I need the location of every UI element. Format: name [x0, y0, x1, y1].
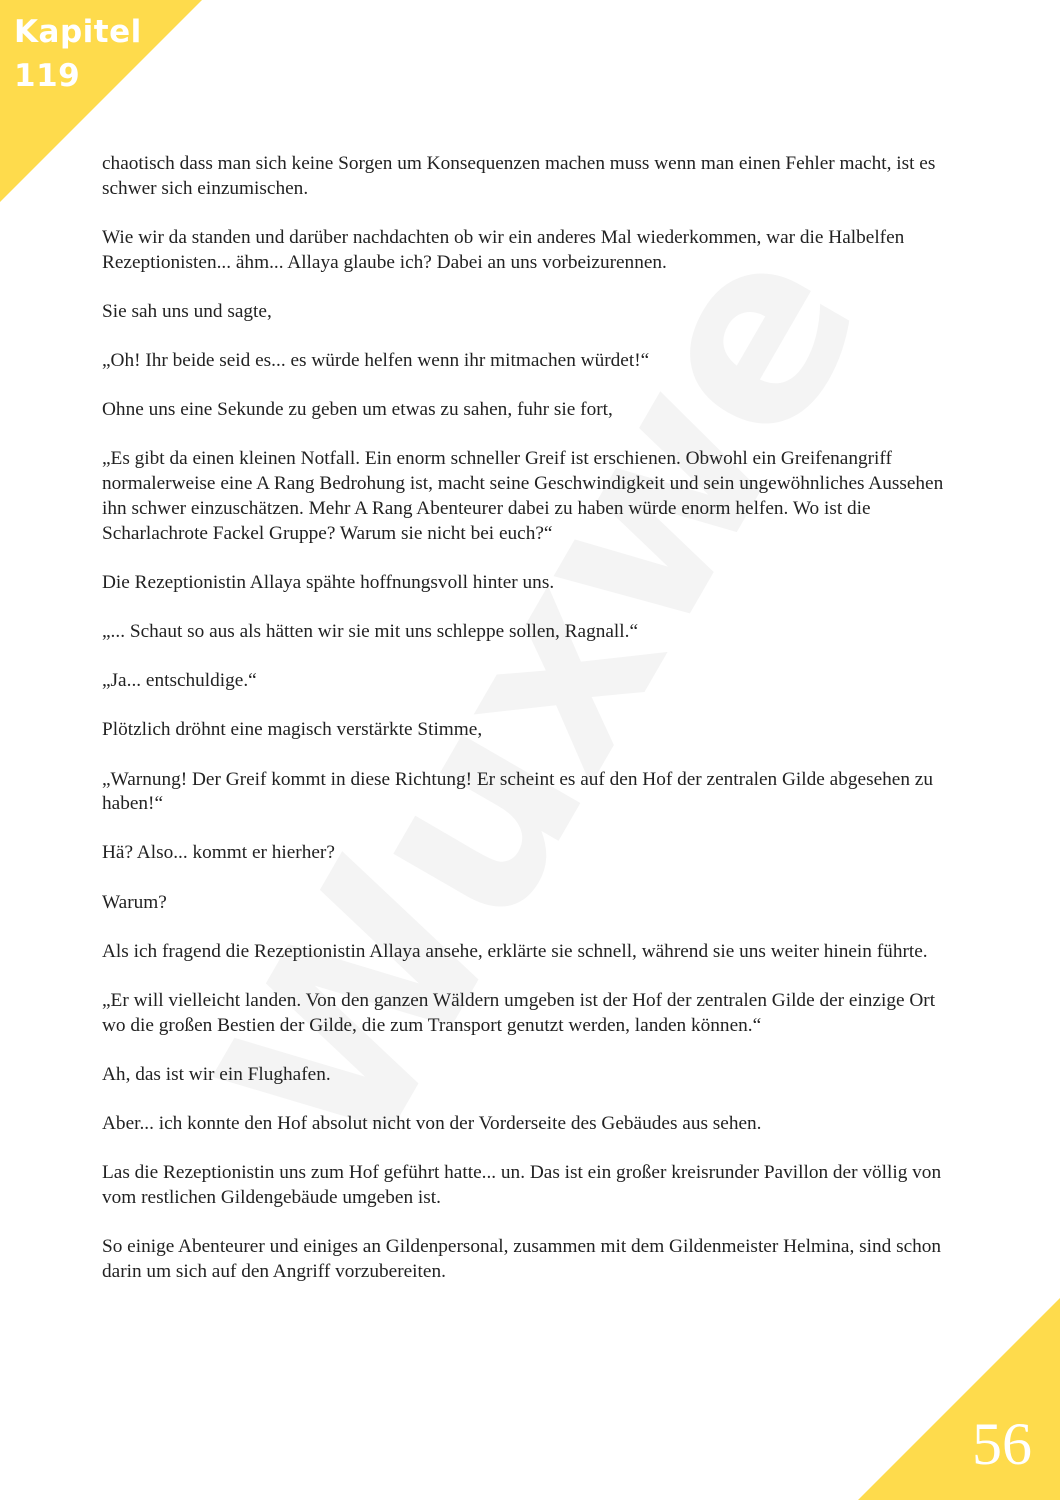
paragraph: „Ja... entschuldige.“ [102, 670, 257, 692]
page-number: 56 [972, 1411, 1032, 1477]
chapter-label [14, 10, 142, 98]
chapter-number: 119 [14, 58, 81, 94]
paragraph: Warum? [102, 891, 167, 913]
body-text [102, 152, 962, 1309]
paragraph: „Oh! Ihr beide seid es... es würde helfen wenn ihr mitmachen würdet!“ [102, 350, 650, 372]
paragraph: „... Schaut so aus als hätten wir sie mit uns schleppe sollen, Ragnall.“ [102, 620, 639, 642]
paragraph: chaotisch dass man sich keine Sorgen um Konsequenzen machen muss wenn man einen Fehler macht, ist es schwer sich einzumischen. [102, 153, 936, 199]
paragraph: „Warnung! Der Greif kommt in diese Richtung! Er scheint es auf den Hof der zentralen Gilde abgesehen zu haben!“ [102, 768, 933, 815]
paragraph: Ohne uns eine Sekunde zu geben um etwas zu sahen, fuhr sie fort, [102, 399, 613, 421]
paragraph: Wie wir da standen und darüber nachdachten ob wir ein anderes Mal wiederkommen, war die Halbelfen Rezeptionisten... ähm... Allaya glaube ich? Dabei an uns vorbeizurennen. [102, 226, 905, 273]
paragraph: „Es gibt da einen kleinen Notfall. Ein enorm schneller Greif ist erschienen. Obwohl ein Greifenangriff normalerweise eine A Rang Bedrohung ist, macht seine Geschwindigkeit und sein ungewöhnliches Aussehen ihn schwer einzuschätzen. Mehr A Rang Abenteurer dabei zu haben würde enorm helfen. Wo ist die Scharlachrote Fackel Gruppe? Warum sie nicht bei euch?“ [102, 448, 944, 544]
paragraph: Als ich fragend die Rezeptionistin Allaya ansehe, erklärte sie schnell, während sie uns weiter hinein führte. [102, 940, 928, 962]
paragraph: Ah, das ist wir ein Flughafen. [102, 1063, 331, 1085]
paragraph: Sie sah uns und sagte, [102, 300, 272, 322]
paragraph: Aber... ich konnte den Hof absolut nicht von der Vorderseite des Gebäudes aus sehen. [102, 1113, 762, 1135]
chapter-word: Kapitel [14, 14, 142, 50]
paragraph: Die Rezeptionistin Allaya spähte hoffnungsvoll hinter uns. [102, 571, 555, 593]
paragraph: Plötzlich dröhnt eine magisch verstärkte Stimme, [102, 719, 483, 741]
paragraph: So einige Abenteurer und einiges an Gildenpersonal, zusammen mit dem Gildenmeister Helmina, sind schon darin um sich auf den Angriff vorzubereiten. [102, 1236, 942, 1282]
paragraph: Hä? Also... kommt er hierher? [102, 842, 335, 864]
paragraph: Las die Rezeptionistin uns zum Hof geführt hatte... un. Das ist ein großer kreisrunder Pavillon der völlig von vom restlichen Gildengebäude umgeben ist. [102, 1162, 942, 1209]
paragraph: „Er will vielleicht landen. Von den ganzen Wäldern umgeben ist der Hof der zentralen Gilde der einzige Ort wo die großen Bestien der Gilde, die zum Transport genutzt werden, landen können.“ [102, 990, 936, 1036]
